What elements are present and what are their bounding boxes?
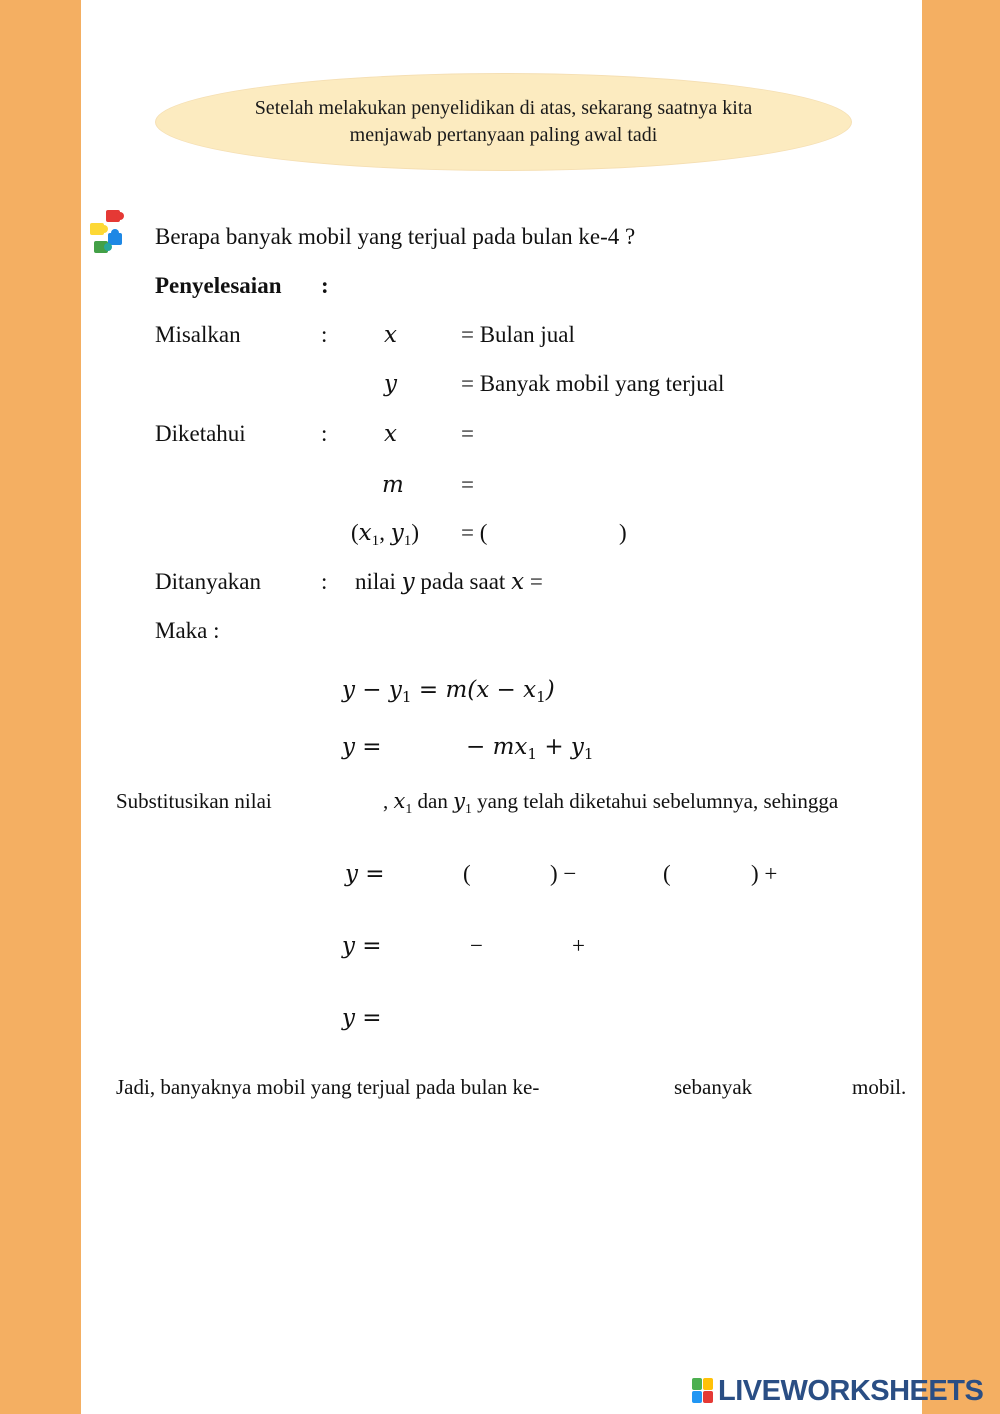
misalkan-x-desc: = Bulan jual: [461, 322, 575, 347]
conclusion-part-3: mobil.: [852, 1075, 907, 1099]
equation-point-slope: $y - y_1 = m(x - x_1)$: [342, 677, 555, 707]
misalkan-y-var: y: [384, 371, 397, 397]
banner-line-2: menjawab pertanyaan paling awal tadi: [349, 124, 658, 146]
misalkan-y-desc: = Banyak mobil yang terjual: [461, 371, 725, 396]
penyelesaian-label: Penyelesaian: [155, 273, 282, 298]
ditanyakan-label: Ditanyakan: [155, 569, 262, 594]
step-2-lhs: y =: [342, 933, 382, 959]
ditanyakan-text: nilai y pada saat x =: [355, 569, 543, 595]
diketahui-point-label: ($x_1$, $y_1$): [351, 520, 420, 550]
ditanyakan-colon: :: [321, 569, 328, 594]
substitusi-pre: Substitusikan nilai: [116, 789, 272, 813]
step-1-paren-close-2: ) +: [751, 861, 778, 886]
step-2-minus: −: [470, 933, 483, 958]
instruction-banner: [155, 73, 852, 171]
diketahui-point-open: = (: [461, 520, 488, 545]
diketahui-x-var: x: [384, 421, 397, 447]
puzzle-icon: [86, 207, 132, 261]
question-text: Berapa banyak mobil yang terjual pada bulan ke-4 ?: [155, 224, 636, 249]
maka-label: Maka :: [155, 618, 220, 643]
banner-line-1: Setelah melakukan penyelidikan di atas, sekarang saatnya kita: [254, 97, 753, 119]
misalkan-label: Misalkan: [155, 322, 241, 347]
liveworksheets-wordmark: LIVEWORKSHEETS: [718, 1374, 984, 1407]
diketahui-m-eq: =: [461, 472, 474, 497]
diketahui-point-close: ): [619, 520, 627, 545]
step-1-paren-close-1: ) −: [550, 861, 577, 886]
misalkan-colon: :: [321, 322, 328, 347]
worksheet-page: [81, 0, 922, 1414]
step-1-lhs: y =: [345, 861, 385, 887]
step-2-plus: +: [572, 933, 585, 958]
conclusion-part-1: Jadi, banyaknya mobil yang terjual pada bulan ke-: [116, 1075, 540, 1099]
diketahui-m-var: m: [382, 472, 404, 498]
equation-2-rhs: − $mx_1 + y_1$: [466, 734, 594, 764]
diketahui-x-eq: =: [461, 421, 474, 446]
equation-2-lhs: y =: [342, 734, 382, 760]
penyelesaian-colon: :: [321, 273, 329, 298]
step-1-paren-open-1: (: [463, 861, 471, 886]
step-1-paren-open-2: (: [663, 861, 671, 886]
diketahui-colon: :: [321, 421, 328, 446]
conclusion-part-2: sebanyak: [674, 1075, 753, 1099]
substitusi-sentence: , $x_1$ dan $y_1$ yang telah diketahui sebelumnya, sehingga: [383, 789, 839, 816]
step-3-lhs: y =: [342, 1005, 382, 1031]
liveworksheets-logo: [692, 1374, 983, 1408]
misalkan-x-var: x: [384, 322, 397, 348]
liveworksheets-badge-icon: [692, 1378, 714, 1404]
diketahui-label: Diketahui: [155, 421, 246, 446]
